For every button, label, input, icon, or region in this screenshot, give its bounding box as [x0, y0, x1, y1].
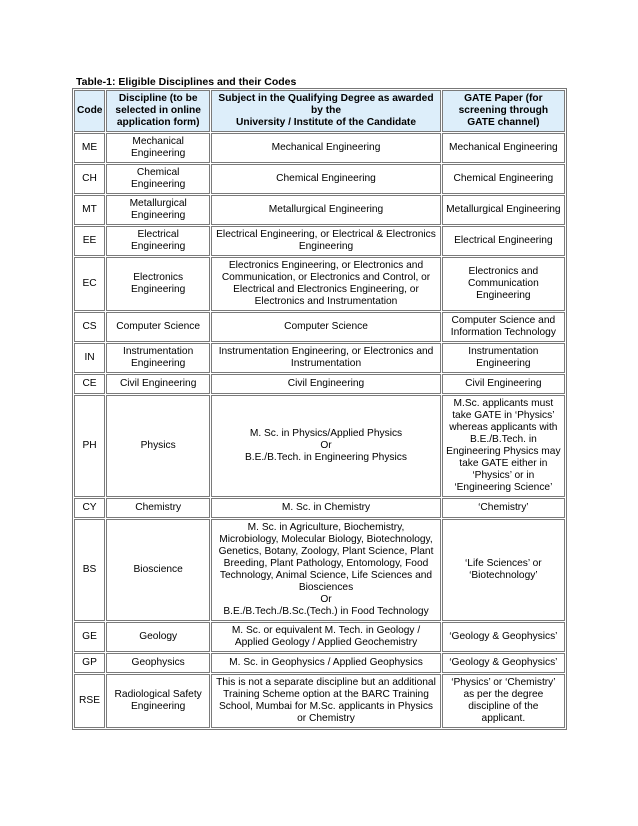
cell-code: ME [74, 133, 105, 163]
cell-discipline: Geophysics [106, 653, 210, 673]
cell-subject: M. Sc. in Geophysics / Applied Geophysics [211, 653, 440, 673]
table-row [74, 133, 565, 163]
cell-subject: Instrumentation Engineering, or Electronics and Instrumentation [211, 343, 440, 373]
cell-subject: Chemical Engineering [211, 164, 440, 194]
cell-discipline: Geology [106, 622, 210, 652]
cell-gate-paper: ‘Chemistry’ [442, 498, 565, 518]
cell-gate-paper: ‘Geology & Geophysics’ [442, 622, 565, 652]
table-row [74, 395, 565, 497]
cell-code: GP [74, 653, 105, 673]
table-row [74, 622, 565, 652]
header-code: Code [74, 90, 105, 132]
cell-subject: Civil Engineering [211, 374, 440, 394]
table-row [74, 164, 565, 194]
cell-discipline: Physics [106, 395, 210, 497]
cell-discipline: Computer Science [106, 312, 210, 342]
table-row [74, 226, 565, 256]
cell-code: GE [74, 622, 105, 652]
cell-subject: This is not a separate discipline but an additional Training Scheme option at the BARC Training School, Mumbai for M.Sc. applicants in Physics or Chemistry [211, 674, 440, 728]
table-row [74, 257, 565, 311]
cell-discipline: Radiological Safety Engineering [106, 674, 210, 728]
cell-gate-paper: ‘Geology & Geophysics’ [442, 653, 565, 673]
cell-code: EC [74, 257, 105, 311]
cell-discipline: Chemistry [106, 498, 210, 518]
cell-code: BS [74, 519, 105, 621]
cell-subject: M. Sc. in Physics/Applied Physics Or B.E./B.Tech. in Engineering Physics [211, 395, 440, 497]
cell-discipline: Electrical Engineering [106, 226, 210, 256]
cell-subject: Electronics Engineering, or Electronics and Communication, or Electronics and Control, or Electrical and Electronics Engineering, or Electronics and Instrumentation [211, 257, 440, 311]
table-row [74, 343, 565, 373]
cell-gate-paper: Chemical Engineering [442, 164, 565, 194]
cell-code: CY [74, 498, 105, 518]
cell-gate-paper: Mechanical Engineering [442, 133, 565, 163]
cell-gate-paper: Electrical Engineering [442, 226, 565, 256]
cell-code: CH [74, 164, 105, 194]
table-caption: Table-1: Eligible Disciplines and their Codes [76, 76, 297, 88]
cell-code: PH [74, 395, 105, 497]
header-subject: Subject in the Qualifying Degree as awarded by the University / Institute of the Candidate [211, 90, 440, 132]
cell-subject: M. Sc. in Chemistry [211, 498, 440, 518]
cell-subject: Mechanical Engineering [211, 133, 440, 163]
cell-code: EE [74, 226, 105, 256]
cell-discipline: Instrumentation Engineering [106, 343, 210, 373]
cell-discipline: Chemical Engineering [106, 164, 210, 194]
table-row [74, 312, 565, 342]
cell-gate-paper: Metallurgical Engineering [442, 195, 565, 225]
table-row [74, 653, 565, 673]
cell-discipline: Bioscience [106, 519, 210, 621]
cell-code: MT [74, 195, 105, 225]
cell-gate-paper: Civil Engineering [442, 374, 565, 394]
cell-code: IN [74, 343, 105, 373]
table-row [74, 674, 565, 728]
cell-discipline: Mechanical Engineering [106, 133, 210, 163]
cell-discipline: Metallurgical Engineering [106, 195, 210, 225]
cell-gate-paper: M.Sc. applicants must take GATE in ‘Physics’ whereas applicants with B.E./B.Tech. in Engineering Physics may take GATE either in ‘Physics’ or in ‘Engineering Science’ [442, 395, 565, 497]
cell-code: CE [74, 374, 105, 394]
cell-discipline: Civil Engineering [106, 374, 210, 394]
table-row [74, 195, 565, 225]
header-discipline: Discipline (to be selected in online application form) [106, 90, 210, 132]
cell-discipline: Electronics Engineering [106, 257, 210, 311]
header-gate-paper: GATE Paper (for screening through GATE channel) [442, 90, 565, 132]
cell-code: RSE [74, 674, 105, 728]
cell-gate-paper: Instrumentation Engineering [442, 343, 565, 373]
cell-code: CS [74, 312, 105, 342]
cell-subject: Electrical Engineering, or Electrical & Electronics Engineering [211, 226, 440, 256]
table-header-row [74, 90, 565, 132]
cell-subject: M. Sc. in Agriculture, Biochemistry, Microbiology, Molecular Biology, Biotechnology, Genetics, Botany, Zoology, Plant Science, Plant Breeding, Plant Pathology, Entomology, Food Technology, Animal Science, Life Sciences and Biosciences Or B.E./B.Tech./B.Sc.(Tech.) in Food Technology [211, 519, 440, 621]
cell-gate-paper: ‘Physics’ or ‘Chemistry’ as per the degree discipline of the applicant. [442, 674, 565, 728]
cell-subject: Computer Science [211, 312, 440, 342]
cell-gate-paper: Computer Science and Information Technology [442, 312, 565, 342]
cell-gate-paper: Electronics and Communication Engineering [442, 257, 565, 311]
cell-subject: M. Sc. or equivalent M. Tech. in Geology / Applied Geology / Applied Geochemistry [211, 622, 440, 652]
table-row [74, 374, 565, 394]
table-row [74, 498, 565, 518]
eligible-disciplines-table [72, 88, 567, 730]
table-row [74, 519, 565, 621]
cell-gate-paper: ‘Life Sciences’ or ‘Biotechnology’ [442, 519, 565, 621]
cell-subject: Metallurgical Engineering [211, 195, 440, 225]
